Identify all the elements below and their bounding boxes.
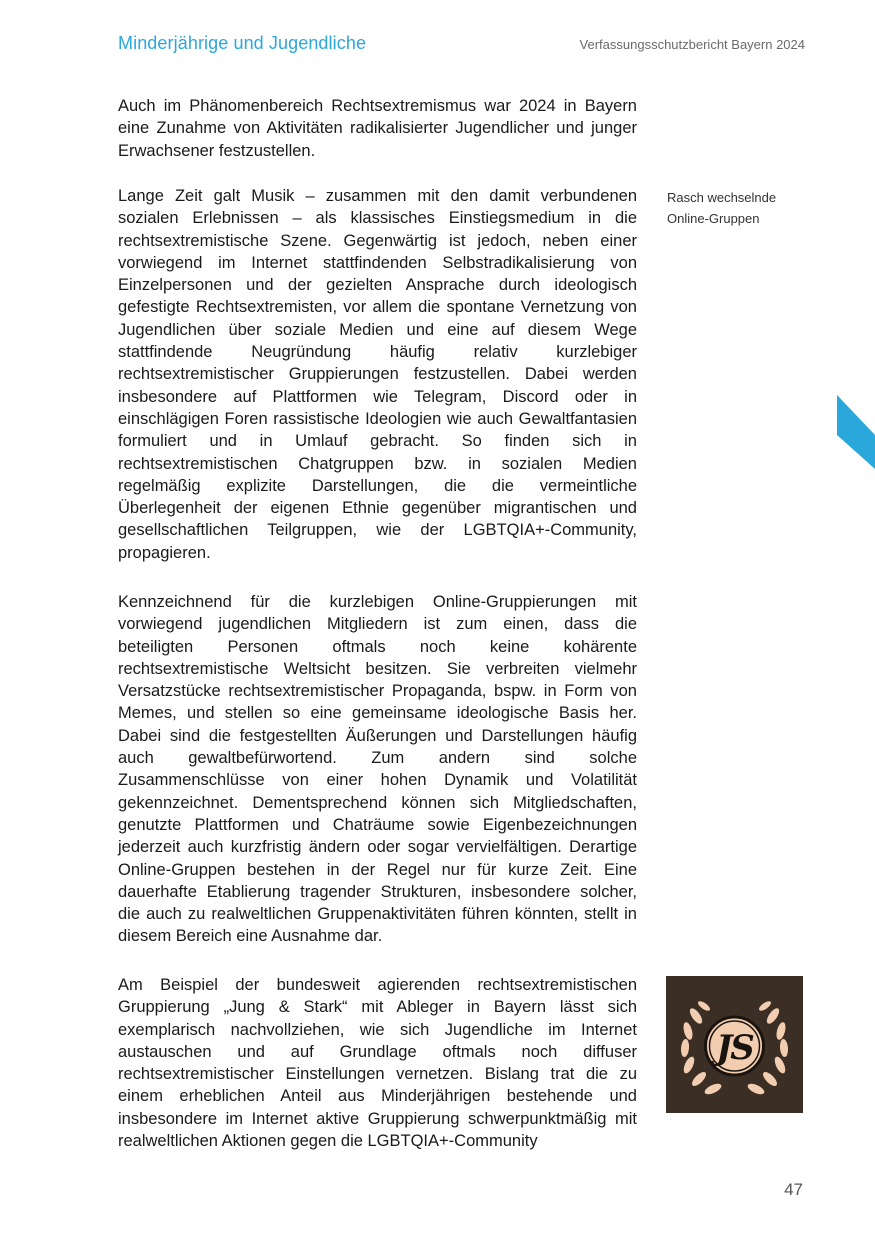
jung-und-stark-logo [666, 976, 803, 1113]
paragraph-2: Lange Zeit galt Musik – zusammen mit den damit verbundenen sozialen Erlebnissen – als klassisches Einstiegsmedium in die rechtsextremistische Szene. Gegenwärtig ist jedoch, neben einer vorwiegend im Internet stattfindenden Selbstradikalisierung von Einzelpersonen und der gezielten Ansprache durch ideologisch gefestigte Rechtsextremisten, vor allem die spontane Vernetzung von Jugendlichen über soziale Medien und eine auf diesem Wege stattfindende Neugründung häufig relativ kurzlebiger rechtsextremistischer Gruppierungen festzustellen. Dabei werden insbesondere auf Plattformen wie Telegram, Discord oder in einschlägigen Foren rassistische Ideologien wie auch Gewaltfantasien formuliert und in Umlauf gebracht. So finden sich in rechtsextremistischen Chatgruppen bzw. in sozialen Medien regelmäßig explizite Darstellungen, die die vermeintliche Überlegenheit der eigenen Ethnie gegenüber migrantischen und gesellschaftlichen Teilgruppen, wie der LGBTQIA+-Community, propagieren. [118, 187, 637, 562]
margin-note-line-1: Rasch wechselnde [667, 190, 777, 205]
page-number: 47 [784, 1180, 803, 1199]
paragraph-1: Auch im Phänomenbereich Rechtsextremismus war 2024 in Bayern eine Zunahme von Aktivitäten radikalisierter Jugendlicher und junger Erwachsener festzustellen. [118, 97, 637, 160]
chapter-tab-marker [837, 395, 875, 469]
section-title: Minderjährige und Jugendliche [118, 33, 367, 53]
margin-note [667, 187, 817, 229]
report-title: Verfassungsschutzbericht Bayern 2024 [579, 37, 805, 52]
paragraph-3: Kennzeichnend für die kurzlebigen Online-Gruppierungen mit vorwiegend jugendlichen Mitgliedern ist zum einen, dass die beteiligten Personen oftmals noch keine kohärente rechtsextremistische Weltsicht besitzen. Sie verbreiten vielmehr Versatzstücke rechtsextremistischer Propaganda, bspw. in Form von Memes, und stellen so eine gemeinsame ideologische Basis her. Dabei sind die festgestellten Äußerungen und Darstellungen häufig auch gewaltbefürwortend. Zum andern sind solche Zusammenschlüsse von einer hohen Dynamik und Volatilität gekennzeichnet. Dementsprechend können sich Mitgliedschaften, genutzte Plattformen und Chaträume sowie Eigenbezeichnungen jederzeit auch kurzfristig ändern oder sogar vervielfältigen. Derartige Online-Gruppen bestehen in der Regel nur für kurze Zeit. Eine dauerhafte Etablierung tragender Strukturen, insbesondere solcher, die auch zu realweltlichen Gruppenaktivitäten führen könnten, stellt in diesem Bereich eine Ausnahme dar. [118, 593, 637, 946]
margin-note-line-2: Online-Gruppen [667, 211, 760, 226]
logo-lettering: JS [716, 1028, 753, 1068]
paragraph-4: Am Beispiel der bundesweit agierenden rechtsextremistischen Gruppierung „Jung & Stark“ mit Ableger in Bayern lässt sich exemplarisch nachvollziehen, wie sich Jugendliche im Internet austauschen und auf Grundlage oftmals noch diffuser rechtsextremistischer Einstellungen vernetzen. Bislang trat die zu einem erheblichen Anteil aus Minderjährigen bestehende und insbesondere im Internet aktive Gruppierung schwerpunktmäßig mit realweltlichen Aktionen gegen die LGBTQIA+-Community [118, 976, 637, 1151]
